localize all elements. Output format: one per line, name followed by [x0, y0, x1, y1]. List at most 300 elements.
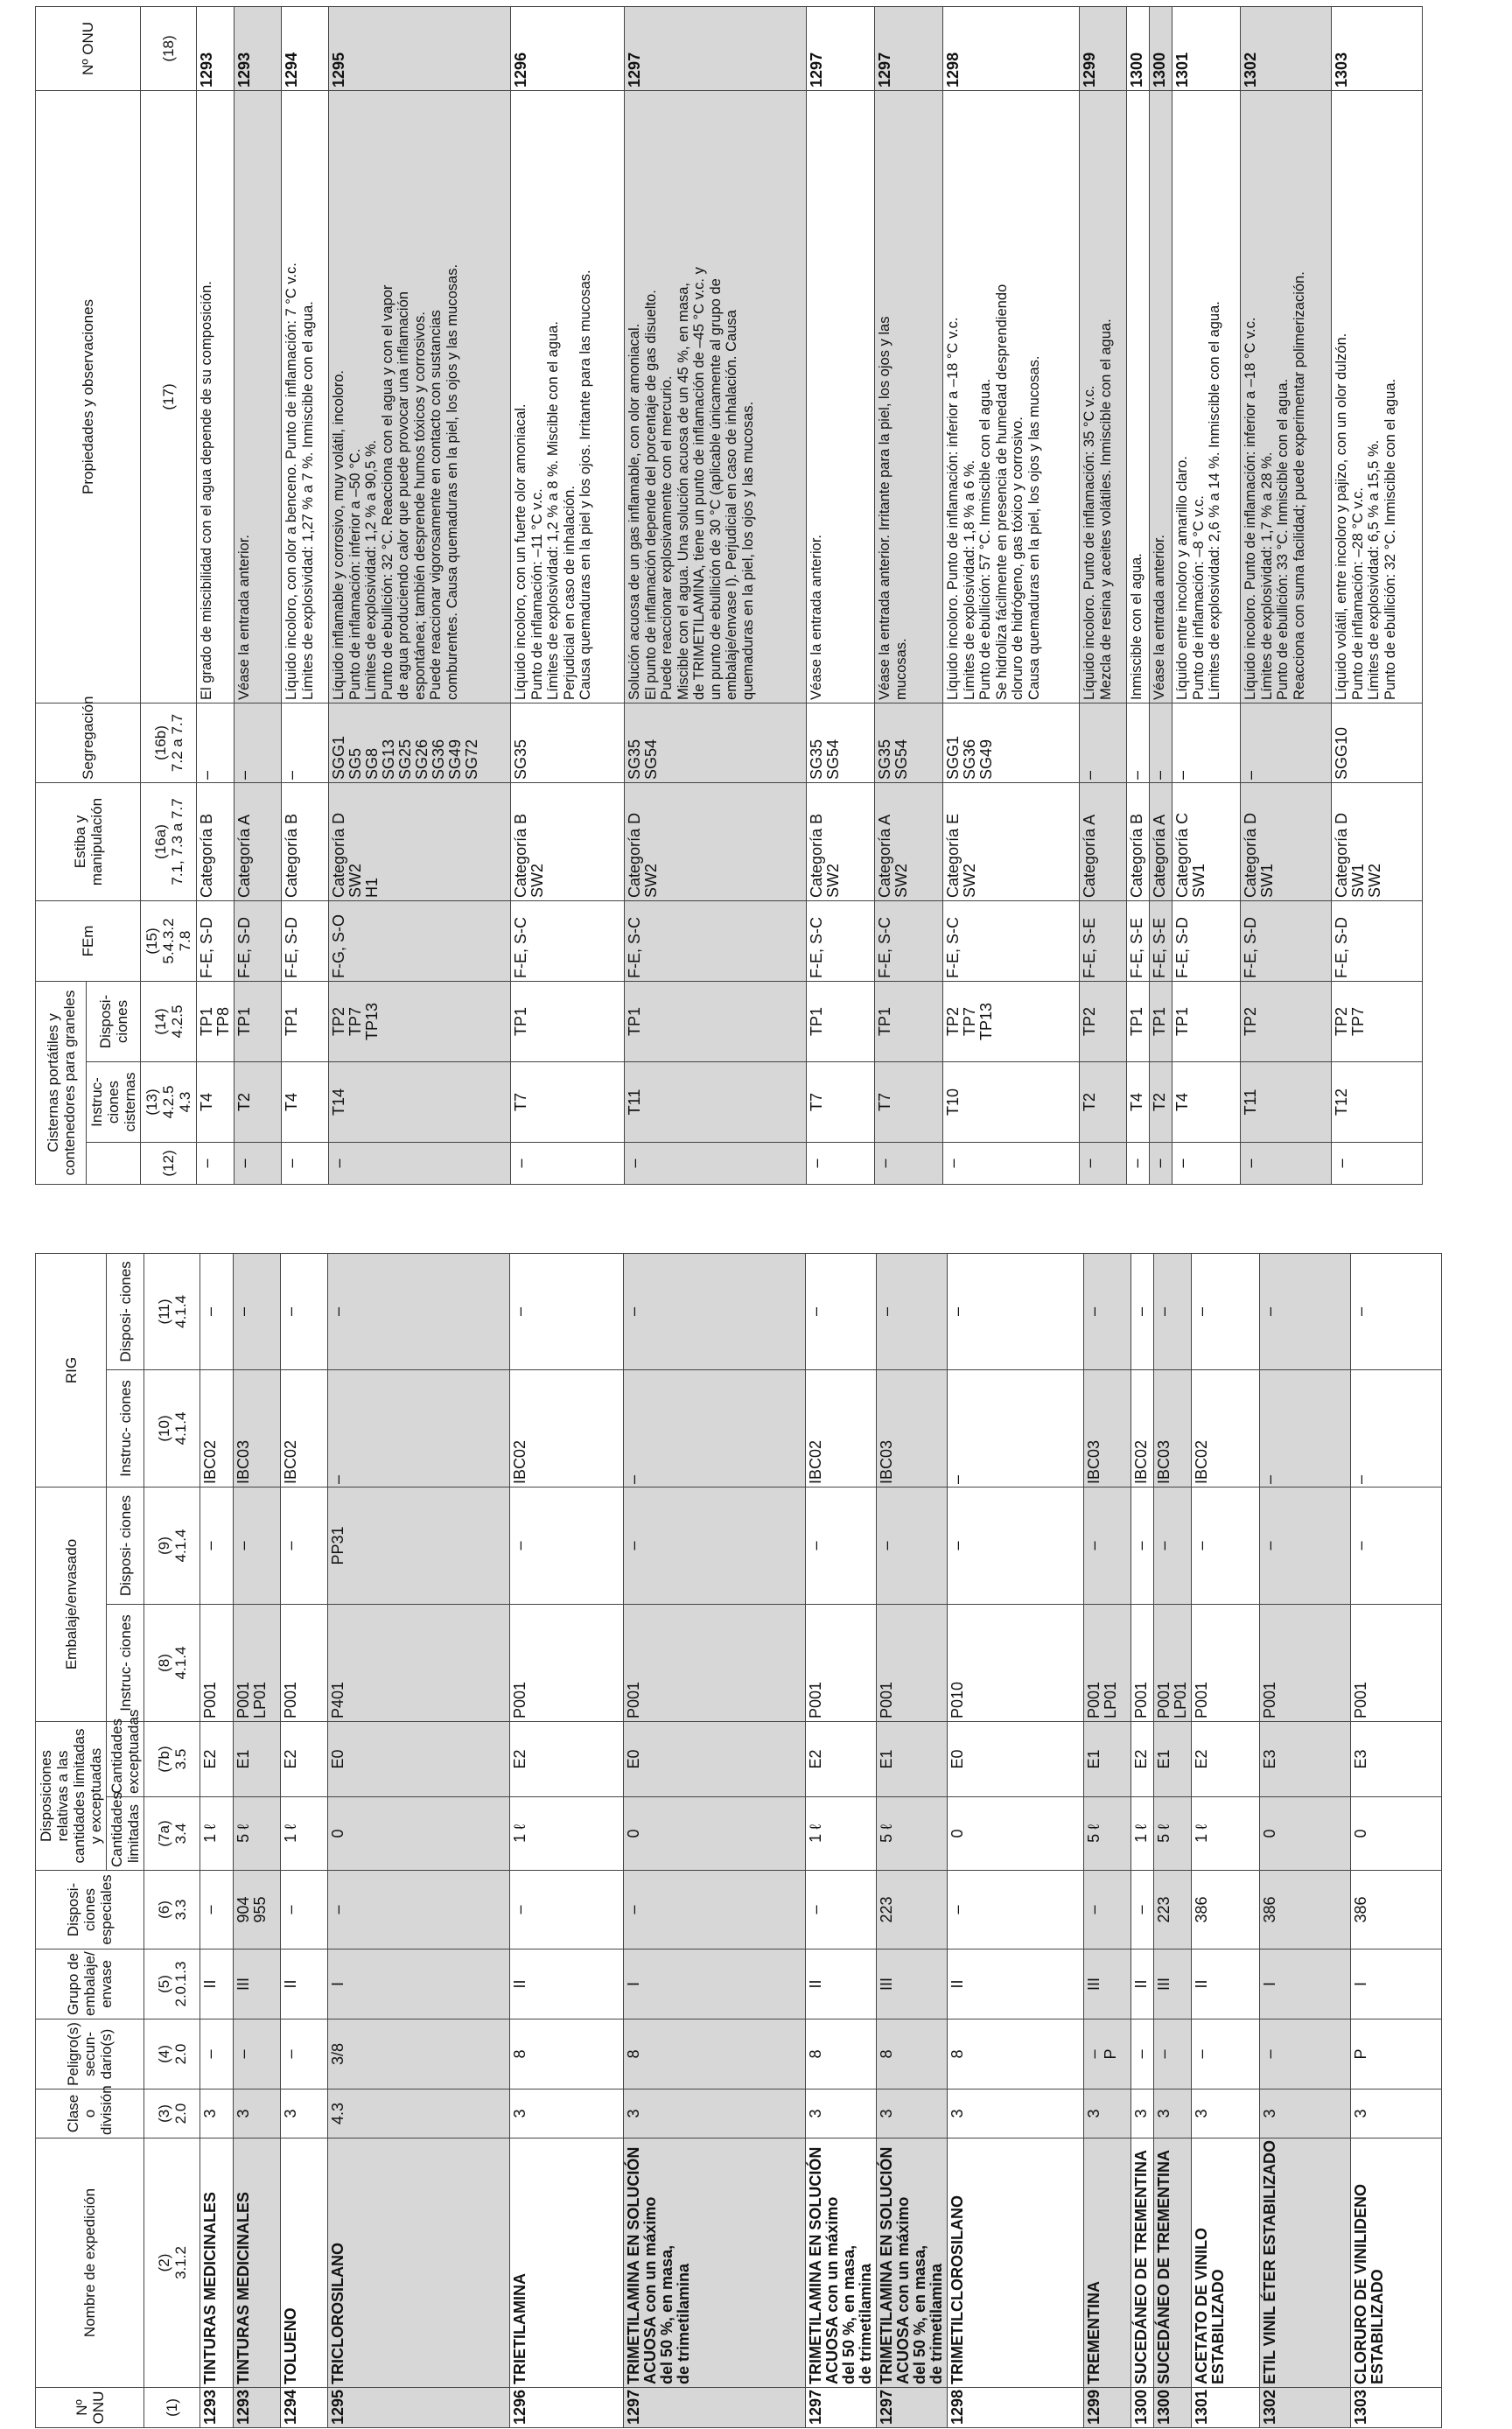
- class-cell: 3: [1154, 2090, 1192, 2138]
- special-cell: 386: [1351, 1871, 1442, 1950]
- excepted-qty-cell: E3: [1351, 1722, 1442, 1797]
- col-tank-instr-header: Instruc- ciones cisternas: [87, 1062, 141, 1143]
- col-11-ref: (11) 4.1.4: [144, 1253, 200, 1369]
- tank-prov-cell: TP1: [1172, 981, 1241, 1061]
- stowage-cell: Categoría A SW2: [875, 782, 943, 900]
- un-cell: 1295: [328, 2388, 510, 2428]
- col-seg-header: Segregación: [36, 703, 141, 782]
- tank-instr-cell: T7: [511, 1062, 625, 1143]
- tank-prov-cell: TP2 TP7 TP13: [943, 981, 1080, 1061]
- subrisk-cell: 8: [510, 2020, 624, 2090]
- name-cell: TRIMETILAMINA EN SOLUCIÓN ACUOSA con un máximo del 50 %, en masa, de trimetilamina: [877, 2138, 948, 2388]
- segregation-cell: –: [1080, 703, 1127, 782]
- packing-prov-cell: –: [1084, 1487, 1131, 1604]
- stowage-cell: Categoría B: [282, 782, 329, 900]
- table-row: [875, 6, 943, 1184]
- ems-cell: F-E, S-D: [234, 900, 282, 981]
- name-cell: TINTURAS MEDICINALES: [234, 2138, 281, 2388]
- class-cell: 3: [281, 2090, 328, 2138]
- segregation-cell: SGG1 SG5 SG8 SG13 SG25 SG26 SG36 SG49 SG72: [329, 703, 511, 782]
- properties-cell: Líquido incoloro. Punto de inflamación: 35 °C v.c. Mezcla de resina y aceites volátiles. Inmiscible con el agua.: [1080, 90, 1127, 703]
- ems-cell: F-E, S-D: [1332, 900, 1423, 981]
- packing-prov-cell: –: [1154, 1487, 1192, 1604]
- special-cell: 386: [1192, 1871, 1260, 1950]
- limited-qty-cell: 0: [328, 1797, 510, 1871]
- col-12-cell: –: [1127, 1143, 1150, 1185]
- ibc-instr-cell: IBC03: [1084, 1369, 1131, 1487]
- segregation-cell: –: [282, 703, 329, 782]
- ibc-instr-cell: IBC02: [1192, 1369, 1260, 1487]
- subrisk-cell: 3/8: [328, 2020, 510, 2090]
- table-row: [328, 1253, 510, 2427]
- special-cell: –: [281, 1871, 328, 1950]
- un-cell-right: 1300: [1150, 6, 1172, 90]
- ibc-prov-cell: –: [1084, 1253, 1131, 1369]
- tank-prov-cell: TP2 TP7: [1332, 981, 1423, 1061]
- pg-cell: II: [948, 1950, 1084, 2020]
- excepted-qty-cell: E2: [281, 1722, 328, 1797]
- col-7a-ref: (7a) 3.4: [144, 1797, 200, 1871]
- special-cell: 223: [877, 1871, 948, 1950]
- limited-qty-cell: 1 ℓ: [1192, 1797, 1260, 1871]
- col-12-cell: –: [1332, 1143, 1423, 1185]
- special-cell: –: [1131, 1871, 1154, 1950]
- excepted-qty-cell: E2: [1131, 1722, 1154, 1797]
- packing-instr-cell: P001 LP01: [1154, 1605, 1192, 1722]
- class-cell: 3: [624, 2090, 806, 2138]
- subrisk-cell: 8: [948, 2020, 1084, 2090]
- ems-cell: F-E, S-C: [625, 900, 807, 981]
- limited-qty-cell: 0: [624, 1797, 806, 1871]
- col-7b-ref: (7b) 3.5: [144, 1722, 200, 1797]
- col-16b-ref: (16b) 7.2 a 7.7: [141, 703, 197, 782]
- subrisk-cell: –: [281, 2020, 328, 2090]
- un-cell-right: 1301: [1172, 6, 1241, 90]
- special-cell: 386: [1260, 1871, 1351, 1950]
- table-row: [510, 1253, 624, 2427]
- segregation-cell: –: [197, 703, 234, 782]
- col-pack-prov-header: Disposi- ciones: [107, 1487, 144, 1604]
- un-cell-right: 1293: [197, 6, 234, 90]
- col-props-header: Propiedades y observaciones: [36, 90, 141, 703]
- un-cell-right: 1293: [234, 6, 282, 90]
- ems-cell: F-E, S-E: [1127, 900, 1150, 981]
- col-12-cell: –: [625, 1143, 807, 1185]
- name-cell: CLORURO DE VINILIDENO ESTABILIZADO: [1351, 2138, 1442, 2388]
- ibc-prov-cell: –: [1192, 1253, 1260, 1369]
- col-16a-ref: (16a) 7.1, 7.3 a 7.7: [141, 782, 197, 900]
- un-cell: 1293: [234, 2388, 281, 2428]
- table-row: [1150, 6, 1172, 1184]
- col-9-ref: (9) 4.1.4: [144, 1487, 200, 1604]
- tank-prov-cell: TP2: [1241, 981, 1332, 1061]
- properties-cell: Véase la entrada anterior.: [1150, 90, 1172, 703]
- ibc-instr-cell: –: [948, 1369, 1084, 1487]
- class-cell: 3: [1131, 2090, 1154, 2138]
- class-cell: 4.3: [328, 2090, 510, 2138]
- tank-prov-cell: TP1: [807, 981, 875, 1061]
- class-cell: 3: [806, 2090, 877, 2138]
- properties-cell: Líquido volátil, entre incoloro y pajizo, con un olor dulzón. Punto de inflamación: –28 °C v.c. Límites de explosividad: 6,5 % a 15,5 %. Punto de ebullición: 32 °C. Inmiscible con el agua.: [1332, 90, 1423, 703]
- col-ems-header: FEm: [36, 900, 141, 981]
- dangerous-goods-list-right: [35, 6, 1423, 1185]
- col-13-ref: (13) 4.2.5 4.3: [141, 1062, 197, 1143]
- table-row: [197, 6, 234, 1184]
- un-cell-right: 1302: [1241, 6, 1332, 90]
- table-row: [282, 6, 329, 1184]
- col-12-cell: –: [282, 1143, 329, 1185]
- un-cell: 1296: [510, 2388, 624, 2428]
- table-row: [877, 1253, 948, 2427]
- name-cell: SUCEDÁNEO DE TREMENTINA: [1131, 2138, 1154, 2388]
- stowage-cell: Categoría C SW1: [1172, 782, 1241, 900]
- subrisk-cell: –: [1154, 2020, 1192, 2090]
- packing-instr-cell: P001: [624, 1605, 806, 1722]
- col-subrisk-header: Peligro(s) secun- dario(s): [36, 2020, 144, 2090]
- col-12-ref: (12): [141, 1143, 197, 1185]
- properties-cell: Solución acuosa de un gas inflamable, con olor amoniacal. El punto de inflamación depende del porcentaje de gas disuelto. Puede reaccionar explosivamente con el mercurio. Miscible con el agua. Una solución acuosa de un 45 %, en masa, de TRIMETILAMINA, tiene un punto de inflamación de –45 °C v.c. y un punto de ebullición de 30 °C (aplicable únicamente al grupo de embalaje/envase I). Perjudicial en caso de inhalación. Causa quemaduras en la piel, los ojos y las mucosas.: [625, 90, 807, 703]
- col-12-cell: –: [807, 1143, 875, 1185]
- properties-cell: Líquido incoloro, con olor a benceno. Punto de inflamación: 7 °C v.c. Límites de explosividad: 1,27 % a 7 %. Inmiscible con el agua.: [282, 90, 329, 703]
- col-tanks-header: Cisternas portátiles y contenedores para graneles: [36, 981, 87, 1184]
- stowage-cell: Categoría D SW1: [1241, 782, 1332, 900]
- ems-cell: F-E, S-E: [1150, 900, 1172, 981]
- segregation-cell: –: [1172, 703, 1241, 782]
- un-cell: 1302: [1260, 2388, 1351, 2428]
- un-cell-right: 1295: [329, 6, 511, 90]
- ibc-prov-cell: –: [200, 1253, 234, 1369]
- ibc-prov-cell: –: [510, 1253, 624, 1369]
- packing-instr-cell: P001: [200, 1605, 234, 1722]
- subrisk-cell: –: [234, 2020, 281, 2090]
- stowage-cell: Categoría D SW1 SW2: [1332, 782, 1423, 900]
- col-pack-header: Embalaje/envasado: [36, 1487, 107, 1721]
- table-row: [1260, 1253, 1351, 2427]
- special-cell: –: [624, 1871, 806, 1950]
- un-cell: 1300: [1131, 2388, 1154, 2428]
- packing-prov-cell: PP31: [328, 1487, 510, 1604]
- ibc-instr-cell: IBC03: [1154, 1369, 1192, 1487]
- limited-qty-cell: 5 ℓ: [877, 1797, 948, 1871]
- name-cell: ETIL VINIL ÉTER ESTABILIZADO: [1260, 2138, 1351, 2388]
- ems-cell: F-E, S-D: [1241, 900, 1332, 981]
- tank-instr-cell: T2: [1150, 1062, 1172, 1143]
- class-cell: 3: [1260, 2090, 1351, 2138]
- ibc-instr-cell: IBC02: [281, 1369, 328, 1487]
- name-cell: TINTURAS MEDICINALES: [200, 2138, 234, 2388]
- packing-prov-cell: –: [877, 1487, 948, 1604]
- limited-qty-cell: 5 ℓ: [234, 1797, 281, 1871]
- tank-prov-cell: TP1: [282, 981, 329, 1061]
- col-un-header: Nº ONU: [36, 2388, 144, 2428]
- tank-prov-cell: TP2: [1080, 981, 1127, 1061]
- name-cell: TRICLOROSILANO: [328, 2138, 510, 2388]
- col-10-ref: (10) 4.1.4: [144, 1369, 200, 1487]
- col-12-cell: –: [943, 1143, 1080, 1185]
- packing-instr-cell: P010: [948, 1605, 1084, 1722]
- packing-instr-cell: P001: [281, 1605, 328, 1722]
- ibc-prov-cell: –: [328, 1253, 510, 1369]
- name-cell: TRIMETILCLOROSILANO: [948, 2138, 1084, 2388]
- table-row: [234, 1253, 281, 2427]
- properties-cell: Véase la entrada anterior.: [807, 90, 875, 703]
- excepted-qty-cell: E0: [624, 1722, 806, 1797]
- pg-cell: II: [510, 1950, 624, 2020]
- col-12-cell: –: [197, 1143, 234, 1185]
- properties-cell: Líquido entre incoloro y amarillo claro. Punto de inflamación: –8 °C v.c. Límites de explosividad: 2,6 % a 14 %. Inmiscible con el agua.: [1172, 90, 1241, 703]
- pg-cell: III: [1154, 1950, 1192, 2020]
- ibc-prov-cell: –: [806, 1253, 877, 1369]
- special-cell: –: [948, 1871, 1084, 1950]
- special-cell: –: [1084, 1871, 1131, 1950]
- packing-instr-cell: P001 LP01: [1084, 1605, 1131, 1722]
- pg-cell: I: [1260, 1950, 1351, 2020]
- limited-qty-cell: 5 ℓ: [1084, 1797, 1131, 1871]
- limited-qty-cell: 5 ℓ: [1154, 1797, 1192, 1871]
- ibc-instr-cell: IBC02: [1131, 1369, 1154, 1487]
- tank-prov-cell: TP2 TP7 TP13: [329, 981, 511, 1061]
- segregation-cell: SGG1 SG36 SG49: [943, 703, 1080, 782]
- un-cell: 1294: [281, 2388, 328, 2428]
- col-special-header: Disposi- ciones especiales: [36, 1871, 144, 1950]
- ibc-instr-cell: IBC03: [877, 1369, 948, 1487]
- tank-instr-cell: T4: [282, 1062, 329, 1143]
- packing-prov-cell: –: [1351, 1487, 1442, 1604]
- tank-instr-cell: T2: [1080, 1062, 1127, 1143]
- tank-prov-cell: TP1: [625, 981, 807, 1061]
- excepted-qty-cell: E1: [234, 1722, 281, 1797]
- col-1-ref: (1): [144, 2388, 200, 2428]
- ems-cell: F-E, S-C: [511, 900, 625, 981]
- stowage-cell: Categoría D SW2: [625, 782, 807, 900]
- col-pg-header: Grupo de embalaje/ envase: [36, 1950, 144, 2020]
- name-cell: TRIMETILAMINA EN SOLUCIÓN ACUOSA con un máximo del 50 %, en masa, de trimetilamina: [806, 2138, 877, 2388]
- col-12-cell: –: [875, 1143, 943, 1185]
- un-cell: 1300: [1154, 2388, 1192, 2428]
- segregation-cell: SG35 SG54: [625, 703, 807, 782]
- ems-cell: F-E, S-D: [197, 900, 234, 981]
- ems-cell: F-E, S-C: [943, 900, 1080, 981]
- pg-cell: III: [1084, 1950, 1131, 2020]
- ibc-instr-cell: –: [1351, 1369, 1442, 1487]
- segregation-cell: –: [1150, 703, 1172, 782]
- segregation-cell: SG35 SG54: [807, 703, 875, 782]
- dangerous-goods-list-left: [35, 1253, 1442, 2428]
- pg-cell: II: [281, 1950, 328, 2020]
- properties-cell: Inmiscible con el agua.: [1127, 90, 1150, 703]
- packing-instr-cell: P001: [806, 1605, 877, 1722]
- packing-prov-cell: –: [624, 1487, 806, 1604]
- excepted-qty-cell: E2: [1192, 1722, 1260, 1797]
- class-cell: 3: [877, 2090, 948, 2138]
- packing-prov-cell: –: [234, 1487, 281, 1604]
- limited-qty-cell: 0: [948, 1797, 1084, 1871]
- ems-cell: F-E, S-C: [807, 900, 875, 981]
- segregation-cell: –: [1127, 703, 1150, 782]
- properties-cell: Véase la entrada anterior. Irritante para la piel, los ojos y las mucosas.: [875, 90, 943, 703]
- table-row: [807, 6, 875, 1184]
- un-cell-right: 1294: [282, 6, 329, 90]
- un-cell: 1297: [624, 2388, 806, 2428]
- packing-prov-cell: –: [510, 1487, 624, 1604]
- packing-prov-cell: –: [281, 1487, 328, 1604]
- tank-prov-cell: TP1: [875, 981, 943, 1061]
- un-cell: 1298: [948, 2388, 1084, 2428]
- excepted-qty-cell: E3: [1260, 1722, 1351, 1797]
- col-name-header: Nombre de expedición: [36, 2138, 144, 2388]
- col-ibc-instr-header: Instruc- ciones: [107, 1369, 144, 1487]
- packing-prov-cell: –: [1131, 1487, 1154, 1604]
- table-row: [281, 1253, 328, 2427]
- col-12-cell: –: [329, 1143, 511, 1185]
- packing-instr-cell: P001 LP01: [234, 1605, 281, 1722]
- limited-qty-cell: 1 ℓ: [281, 1797, 328, 1871]
- un-cell: 1299: [1084, 2388, 1131, 2428]
- un-cell-right: 1300: [1127, 6, 1150, 90]
- un-cell: 1301: [1192, 2388, 1260, 2428]
- un-cell: 1297: [877, 2388, 948, 2428]
- col-15-ref: (15) 5.4.3.2 7.8: [141, 900, 197, 981]
- ems-cell: F-E, S-E: [1080, 900, 1127, 981]
- tank-instr-cell: T4: [1172, 1062, 1241, 1143]
- excepted-qty-cell: E2: [200, 1722, 234, 1797]
- pg-cell: II: [200, 1950, 234, 2020]
- stowage-cell: Categoría D SW2 H1: [329, 782, 511, 900]
- class-cell: 3: [234, 2090, 281, 2138]
- col-12-cell: –: [234, 1143, 282, 1185]
- un-cell-right: 1296: [511, 6, 625, 90]
- ibc-prov-cell: –: [234, 1253, 281, 1369]
- packing-instr-cell: P001: [1260, 1605, 1351, 1722]
- ibc-prov-cell: –: [1351, 1253, 1442, 1369]
- tank-prov-cell: TP1 TP8: [197, 981, 234, 1061]
- class-cell: 3: [1192, 2090, 1260, 2138]
- packing-prov-cell: –: [200, 1487, 234, 1604]
- class-cell: 3: [200, 2090, 234, 2138]
- ibc-instr-cell: –: [624, 1369, 806, 1487]
- table-row: [1351, 1253, 1442, 2427]
- name-cell: SUCEDÁNEO DE TREMENTINA: [1154, 2138, 1192, 2388]
- table-row: [1154, 1253, 1192, 2427]
- pg-cell: I: [328, 1950, 510, 2020]
- subrisk-cell: P: [1351, 2020, 1442, 2090]
- pg-cell: I: [1351, 1950, 1442, 2020]
- table-row: [1192, 1253, 1260, 2427]
- limited-qty-cell: 0: [1260, 1797, 1351, 1871]
- subrisk-cell: 8: [877, 2020, 948, 2090]
- table-row: [625, 6, 807, 1184]
- table-row: [1172, 6, 1241, 1184]
- col-17-ref: (17): [141, 90, 197, 703]
- segregation-cell: –: [1241, 703, 1332, 782]
- col-4-ref: (4) 2.0: [144, 2020, 200, 2090]
- tank-prov-cell: TP1: [1150, 981, 1172, 1061]
- ibc-instr-cell: IBC03: [234, 1369, 281, 1487]
- pg-cell: I: [624, 1950, 806, 2020]
- properties-cell: El grado de miscibilidad con el agua depende de su composición.: [197, 90, 234, 703]
- tank-instr-cell: T10: [943, 1062, 1080, 1143]
- table-row: [806, 1253, 877, 2427]
- name-cell: ACETATO DE VINILO ESTABILIZADO: [1192, 2138, 1260, 2388]
- name-cell: TRIETILAMINA: [510, 2138, 624, 2388]
- table-row: [1084, 1253, 1131, 2427]
- tank-instr-cell: T2: [234, 1062, 282, 1143]
- properties-cell: Líquido inflamable y corrosivo, muy volátil, incoloro. Punto de inflamación: inferior a –50 °C. Límites de explosividad: 1,2 % a 90,5 %. Punto de ebullición: 32 °C. Reacciona con el agua y con el vapor de agua produciendo calor que puede provocar una inflamación espontánea; también desprende humos tóxicos y corrosivos. Puede reaccionar vigorosamente en contacto con sustancias comburentes. Causa quemaduras en la piel, los ojos y las mucosas.: [329, 90, 511, 703]
- packing-prov-cell: –: [948, 1487, 1084, 1604]
- un-cell-right: 1297: [875, 6, 943, 90]
- ems-cell: F-E, S-D: [1172, 900, 1241, 981]
- stowage-cell: Categoría A: [234, 782, 282, 900]
- col-8-ref: (8) 4.1.4: [144, 1605, 200, 1722]
- pg-cell: III: [877, 1950, 948, 2020]
- col-stow-header: Estiba y manipulación: [36, 782, 141, 900]
- limited-qty-cell: 0: [1351, 1797, 1442, 1871]
- col-6-ref: (6) 3.3: [144, 1871, 200, 1950]
- subrisk-cell: –: [1131, 2020, 1154, 2090]
- segregation-cell: SG35 SG54: [875, 703, 943, 782]
- special-cell: –: [510, 1871, 624, 1950]
- excepted-qty-cell: E2: [510, 1722, 624, 1797]
- tank-prov-cell: TP1: [511, 981, 625, 1061]
- ems-cell: F-G, S-O: [329, 900, 511, 981]
- tank-prov-cell: TP1: [234, 981, 282, 1061]
- excepted-qty-cell: E2: [806, 1722, 877, 1797]
- un-cell: 1297: [806, 2388, 877, 2428]
- pg-cell: II: [806, 1950, 877, 2020]
- col-2-ref: (2) 3.1.2: [144, 2138, 200, 2388]
- packing-prov-cell: –: [806, 1487, 877, 1604]
- limited-qty-cell: 1 ℓ: [806, 1797, 877, 1871]
- pg-cell: II: [1131, 1950, 1154, 2020]
- name-cell: TREMENTINA: [1084, 2138, 1131, 2388]
- packing-instr-cell: P001: [510, 1605, 624, 1722]
- stowage-cell: Categoría E SW2: [943, 782, 1080, 900]
- excepted-qty-cell: E0: [948, 1722, 1084, 1797]
- table-row: [1131, 1253, 1154, 2427]
- name-cell: TRIMETILAMINA EN SOLUCIÓN ACUOSA con un máximo del 50 %, en masa, de trimetilamina: [624, 2138, 806, 2388]
- ibc-instr-cell: IBC02: [510, 1369, 624, 1487]
- ibc-prov-cell: –: [877, 1253, 948, 1369]
- excepted-qty-cell: E1: [877, 1722, 948, 1797]
- packing-instr-cell: P001: [877, 1605, 948, 1722]
- table-row: [624, 1253, 806, 2427]
- packing-prov-cell: –: [1260, 1487, 1351, 1604]
- class-cell: 3: [510, 2090, 624, 2138]
- packing-instr-cell: P001: [1131, 1605, 1154, 1722]
- class-cell: 3: [1351, 2090, 1442, 2138]
- col-un-header-right: Nº ONU: [36, 6, 141, 90]
- stowage-cell: Categoría B SW2: [807, 782, 875, 900]
- ems-cell: F-E, S-D: [282, 900, 329, 981]
- tank-instr-cell: T4: [1127, 1062, 1150, 1143]
- tank-instr-cell: T12: [1332, 1062, 1423, 1143]
- col-12-cell: –: [1150, 1143, 1172, 1185]
- table-row: [948, 1253, 1084, 2427]
- packing-instr-cell: P001: [1192, 1605, 1260, 1722]
- pg-cell: III: [234, 1950, 281, 2020]
- tank-instr-cell: T14: [329, 1062, 511, 1143]
- special-cell: 904 955: [234, 1871, 281, 1950]
- subrisk-cell: –: [1192, 2020, 1260, 2090]
- ibc-instr-cell: –: [1260, 1369, 1351, 1487]
- tank-instr-cell: T7: [807, 1062, 875, 1143]
- ibc-prov-cell: –: [281, 1253, 328, 1369]
- tank-instr-cell: T4: [197, 1062, 234, 1143]
- col-12-cell: –: [1241, 1143, 1332, 1185]
- excepted-qty-cell: E1: [1154, 1722, 1192, 1797]
- col-18-ref: (18): [141, 6, 197, 90]
- stowage-cell: Categoría A: [1150, 782, 1172, 900]
